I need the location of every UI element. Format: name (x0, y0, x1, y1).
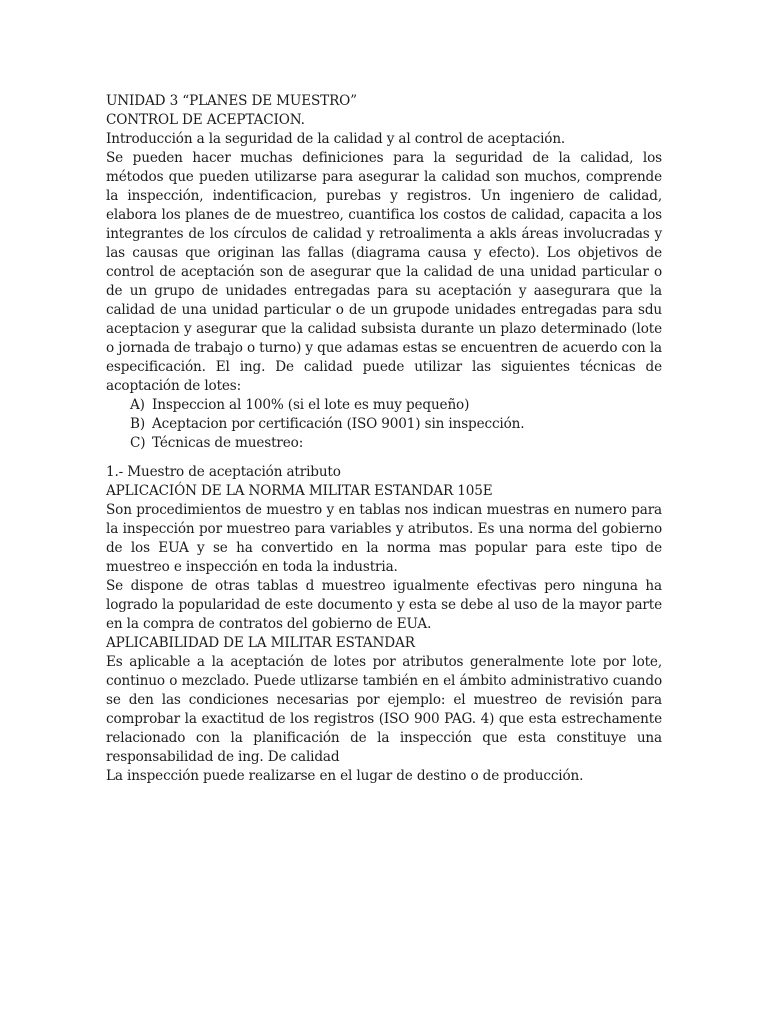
document-subtitle: CONTROL DE ACEPTACION. (106, 112, 305, 128)
list-item (130, 415, 662, 434)
paragraph-applicability: Es aplicable a la aceptación de lotes por atributos generalmente lote por lote, continuo o mezclado. Puede utlizarse también en el ámbito administrativo cuando se den las condiciones necesarias por ejemplo: el muestreo de revisión para comprobar la exactitud de los registros (ISO 900 PAG. 4) que esta estrechamente relacionado con la planificación de la inspección que esta constituye una responsabilidad de ing. De calidad (106, 654, 662, 765)
list-item (130, 434, 662, 453)
section-heading-norma-militar: APLICACIÓN DE LA NORMA MILITAR ESTANDAR 105E (106, 483, 493, 499)
list-item-text: Técnicas de muestreo: (152, 435, 304, 451)
paragraph-quality-assurance: Se pueden hacer muchas definiciones para la seguridad de la calidad, los métodos que pueden utilizarse para asegurar la calidad son muchos, comprende la inspección, indentificacion, purebas y registros. Un ingeniero de calidad, elabora los planes de de muestreo, cuantifica los costos de calidad, capacita a los integrantes de los círculos de calidad y retroalimenta a akls áreas involucradas y las causas que originan las fallas (diagrama causa y efecto). Los objetivos de control de aceptación son de asegurar que la calidad de una unidad particular o de un grupo de unidades entregadas para su aceptación y aasegurara que la calidad de una unidad particular o de un grupode unidades entregadas para sdu aceptacion y asegurar que la calidad subsista durante un plazo determinado (lote o jornada de trabajo o turno) y que adamas estas se encuentren de acuerdo con la especificación. El ing. De calidad puede utilizar las siguientes técnicas de acoptación de lotes: (106, 150, 662, 394)
paragraph-other-tables: Se dispone de otras tablas d muestreo igualmente efectivas pero ninguna ha logrado la popularidad de este documento y esta se debe al uso de la mayor parte en la compra de contratos del gobierno de EUA. (106, 578, 662, 632)
section-label-attribute-sampling: 1.- Muestro de aceptación atributo (106, 464, 341, 480)
list-item-text: Inspeccion al 100% (si el lote es muy pequeño) (152, 397, 470, 413)
list-marker: B) (130, 416, 145, 432)
intro-line: Introducción a la seguridad de la calidad y al control de aceptación. (106, 131, 566, 147)
list-item (130, 396, 662, 415)
paragraph-procedures: Son procedimientos de muestro y en tablas nos indican muestras en numero para la inspección por muestreo para variables y atributos. Es una norma del gobierno de los EUA y se ha convertido en la norma mas popular para este tipo de muestreo e inspección en toda la industria. (106, 502, 662, 575)
document-title: UNIDAD 3 “PLANES DE MUESTRO” (106, 93, 357, 109)
list-marker: A) (130, 397, 145, 413)
list-marker: C) (130, 435, 146, 451)
section-heading-aplicabilidad: APLICABILIDAD DE LA MILITAR ESTANDAR (106, 635, 415, 651)
document-page (106, 92, 662, 786)
paragraph-inspection-location: La inspección puede realizarse en el lugar de destino o de producción. (106, 768, 584, 784)
acceptance-techniques-list (106, 396, 662, 453)
list-item-text: Aceptacion por certificación (ISO 9001) sin inspección. (152, 416, 525, 432)
